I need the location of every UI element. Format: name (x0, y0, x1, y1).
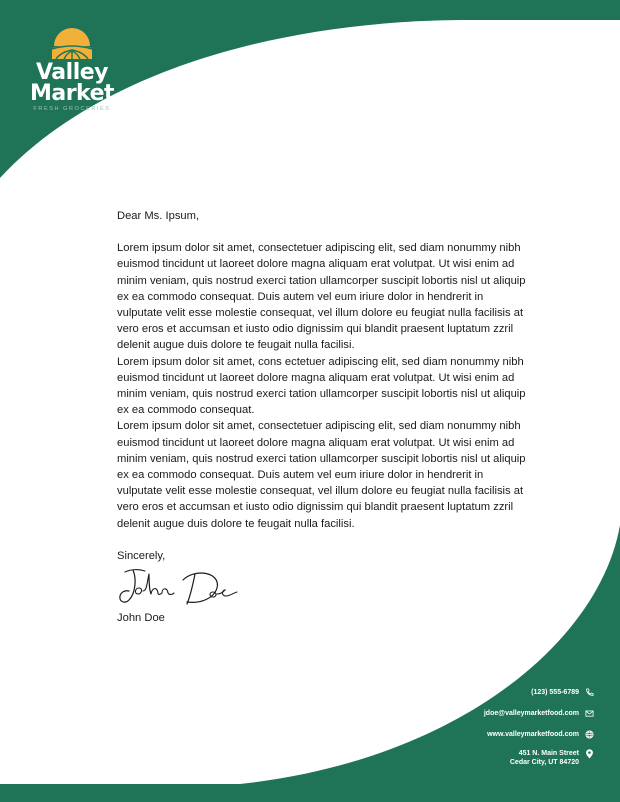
sunrise-fields-icon (51, 26, 93, 60)
letter-paragraph-3: Lorem ipsum dolor sit amet, consectetuer adipiscing elit, sed diam nonummy nibh euismod tincidunt ut laoreet dolore magna aliquam erat volutpat. Ut wisi enim ad minim veniam, quis nostrud exerci tation ullamcorper suscipit lobortis nisl ut aliquip ex ea commodo consequat. Duis autem vel eum iriure dolor in hendrerit in vulputate velit esse molestie consequat, vel illum dolore eu feugiat nulla facilisis at vero eros et accumsan et iusto odio dignissim qui blandit praesent luptatum zzril delenit augue duis dolore te feugait nulla facilisi. (117, 420, 526, 530)
contact-website-row (374, 730, 594, 739)
map-pin-icon (585, 749, 594, 759)
brand-tagline: FRESH GROCERIES (33, 106, 111, 112)
contact-email[interactable]: jdoe@valleymarketfood.com (483, 710, 579, 717)
contact-block (374, 688, 594, 767)
letter-paragraph-1: Lorem ipsum dolor sit amet, consectetuer adipiscing elit, sed diam nonummy nibh euismod tincidunt ut laoreet dolore magna aliquam erat volutpat. Ut wisi enim ad minim veniam, quis nostrud exerci tation ullamcorper suscipit lobortis nisl ut aliquip ex ea commodo consequat. Duis autem vel eum iriure dolor in hendrerit in vulputate velit esse molestie consequat, vel illum dolore eu feugiat nulla facilisis at vero eros et accumsan et iusto odio dignissim qui blandit praesent luptatum zzril delenit augue duis dolore te feugait nulla facilisi. (117, 242, 526, 352)
contact-address (510, 749, 579, 767)
letter-signer-name: John Doe (117, 612, 165, 625)
brand-name-line2: Market (29, 81, 115, 106)
brand-logo (24, 26, 120, 112)
contact-email-row (374, 709, 594, 718)
contact-address-row (374, 749, 594, 767)
letter-body (117, 208, 527, 626)
brand-name-line1: Valley (35, 60, 108, 85)
letter-closing: Sincerely, (117, 549, 166, 562)
brand-name (24, 62, 120, 104)
contact-phone-row (374, 688, 594, 697)
phone-icon (585, 688, 594, 697)
contact-address-line1: 451 N. Main Street (518, 750, 579, 757)
contact-phone[interactable]: (123) 555-6789 (531, 689, 579, 696)
globe-icon (585, 730, 594, 739)
contact-website[interactable]: www.valleymarketfood.com (487, 731, 579, 738)
letter-paragraph-2: Lorem ipsum dolor sit amet, cons ectetuer adipiscing elit, sed diam nonummy nibh euismod tincidunt ut laoreet dolore magna aliquam erat volutpat. Ut wisi enim ad minim veniam, quis nostrud exerci tation ullamcorper suscipit lobortis nisl ut aliquip ex ea commodo consequat. (117, 355, 526, 417)
envelope-icon (585, 709, 594, 718)
letter-greeting: Dear Ms. Ipsum, (117, 210, 200, 222)
handwritten-signature (117, 566, 241, 610)
contact-address-line2: Cedar City, UT 84720 (509, 759, 579, 766)
